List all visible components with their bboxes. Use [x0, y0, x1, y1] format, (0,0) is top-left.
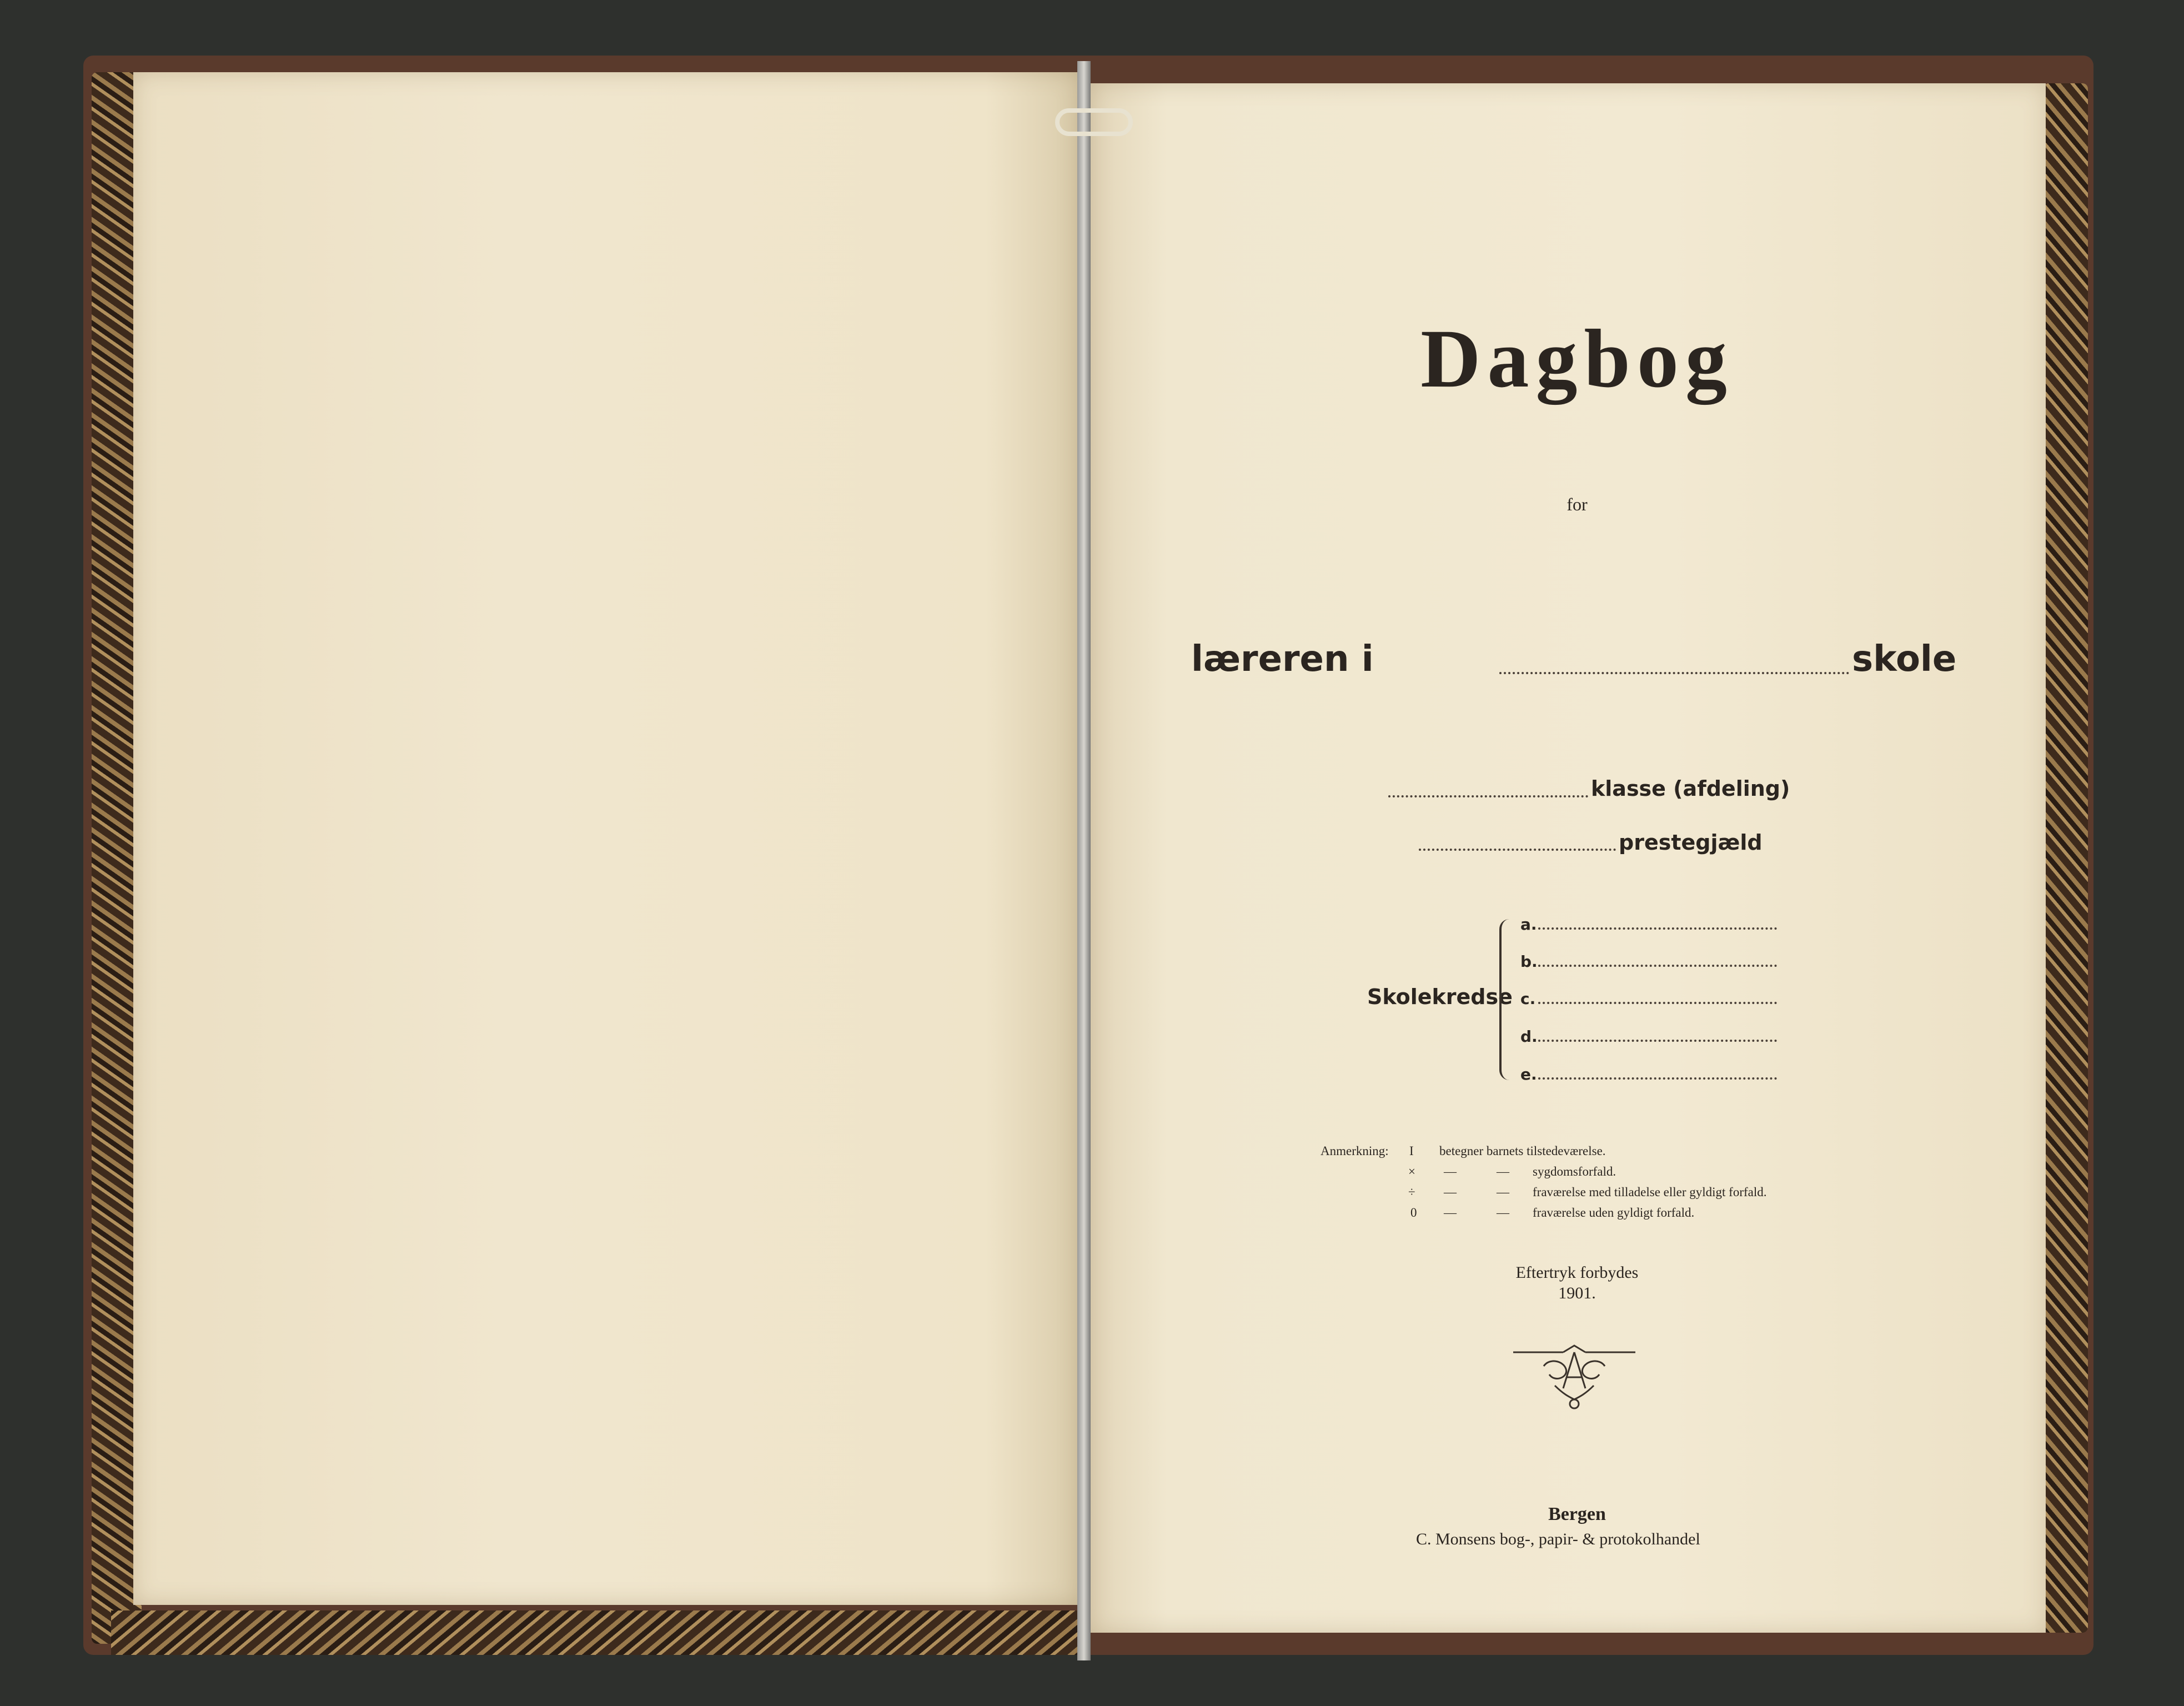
remark-4-dash2: —: [1497, 1206, 1509, 1220]
district-a-blank: [1538, 927, 1777, 930]
teacher-prefix: læreren i: [1191, 639, 1374, 680]
district-d-label: d.: [1520, 1027, 1538, 1046]
remark-1-text: betegner barnets tilstedeværelse.: [1439, 1144, 1606, 1158]
page-title: Dagbog: [1420, 313, 1734, 405]
district-c-label: c.: [1520, 990, 1536, 1008]
remark-3-dash1: —: [1444, 1185, 1457, 1199]
for-label: for: [1567, 494, 1588, 514]
district-d-blank: [1538, 1040, 1777, 1042]
teacher-suffix: skole: [1852, 639, 1957, 680]
teacher-school-blank: [1499, 672, 1849, 674]
remark-4-symbol: 0: [1410, 1206, 1417, 1220]
reprint-year: 1901.: [1558, 1284, 1596, 1302]
remark-3-text: fraværelse med tilladelse eller gyldigt forfald.: [1533, 1185, 1767, 1199]
district-a-label: a.: [1520, 915, 1537, 934]
districts-brace: [1499, 919, 1509, 1080]
district-b-blank: [1538, 965, 1777, 967]
class-blank: [1388, 795, 1588, 797]
remarks-heading: Anmerkning:: [1321, 1144, 1389, 1158]
remark-3-dash2: —: [1497, 1185, 1509, 1199]
remark-2-dash1: —: [1444, 1165, 1457, 1178]
ornament-icon: [1510, 1344, 1638, 1411]
marbled-edge-bottom: [111, 1610, 1083, 1655]
class-label: klasse (afdeling): [1591, 776, 1790, 801]
publisher-name: C. Monsens bog-, papir- & protokolhandel: [1416, 1530, 1700, 1548]
left-page-blank: [133, 72, 1080, 1605]
book-gutter: [1077, 61, 1091, 1660]
publisher-city: Bergen: [1548, 1504, 1606, 1524]
remark-2-symbol: ×: [1408, 1165, 1415, 1178]
remark-4-text: fraværelse uden gyldigt forfald.: [1533, 1206, 1695, 1220]
district-e-label: e.: [1520, 1065, 1537, 1083]
remark-3-symbol: ÷: [1408, 1185, 1415, 1199]
parish-label: prestegjæld: [1619, 830, 1763, 855]
school-districts-label: Skolekredse: [1367, 985, 1513, 1009]
district-c-blank: [1538, 1002, 1777, 1004]
reprint-notice: Eftertryk forbydes: [1515, 1263, 1639, 1282]
marbled-edge-right: [2044, 83, 2088, 1633]
remark-1-symbol: I: [1409, 1144, 1414, 1158]
district-e-blank: [1538, 1077, 1777, 1080]
binding-thread: [1055, 108, 1133, 136]
remark-2-dash2: —: [1497, 1165, 1509, 1178]
district-b-label: b.: [1520, 952, 1538, 971]
remark-2-text: sygdomsforfald.: [1533, 1165, 1616, 1178]
parish-blank: [1419, 849, 1616, 851]
remark-4-dash1: —: [1444, 1206, 1457, 1220]
